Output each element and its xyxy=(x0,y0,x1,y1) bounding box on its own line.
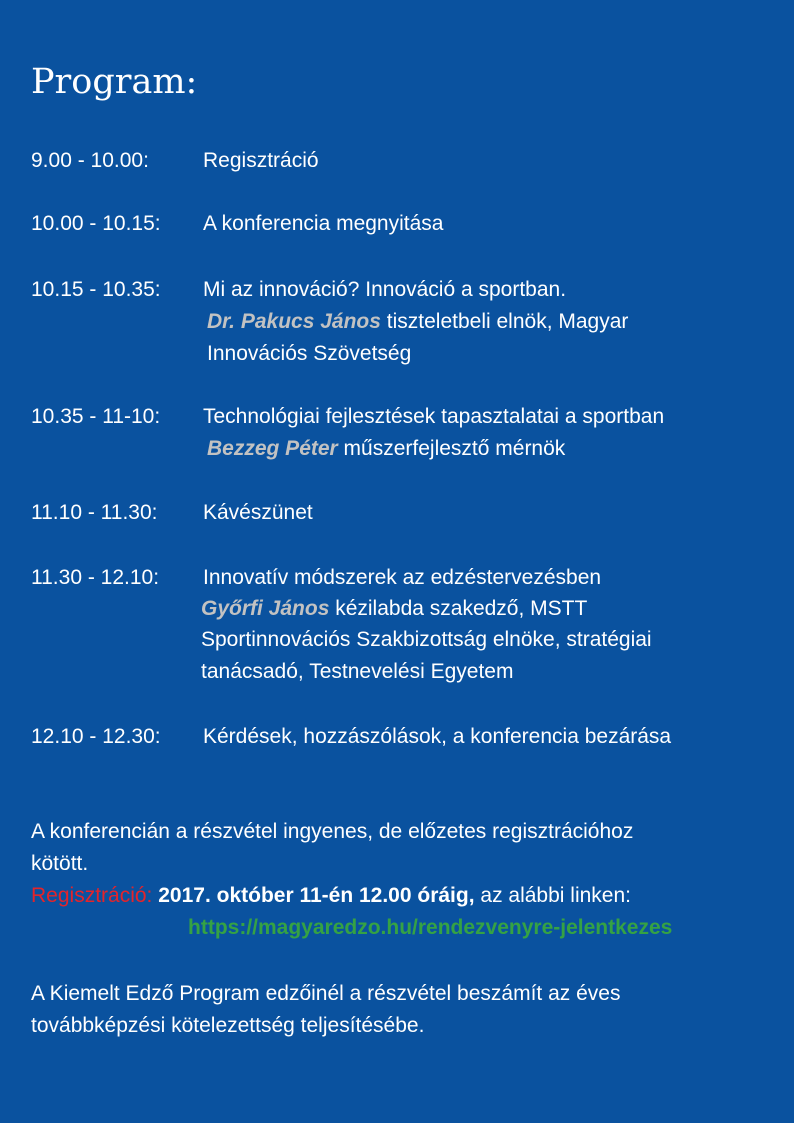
schedule-title: Kávészünet xyxy=(203,501,313,524)
speaker-name: Dr. Pakucs János xyxy=(207,310,381,333)
info-text: A konferencián a részvétel ingyenes, de előzetes regisztrációhoz xyxy=(31,820,634,843)
schedule-title: Innovatív módszerek az edzéstervezésben xyxy=(203,566,602,589)
registration-label: Regisztráció: xyxy=(31,884,153,907)
schedule-time: 10.35 - 11-10: xyxy=(31,405,161,428)
schedule-title: Regisztráció xyxy=(203,149,319,172)
schedule-time: 10.00 - 10.15: xyxy=(31,212,161,235)
registration-line xyxy=(31,880,631,911)
speaker-line xyxy=(207,307,628,337)
speaker-line xyxy=(201,594,587,624)
speaker-role: Innovációs Szövetség xyxy=(207,342,412,365)
schedule-time: 9.00 - 10.00: xyxy=(31,149,149,172)
schedule-title: Technológiai fejlesztések tapasztalatai a sportban xyxy=(203,405,665,428)
schedule-title: Kérdések, hozzászólások, a konferencia bezárása xyxy=(203,725,672,748)
speaker-role: Sportinnovációs Szakbizottság elnöke, stratégiai xyxy=(201,628,652,651)
speaker-role: műszerfejlesztő mérnök xyxy=(337,437,566,460)
speaker-role: tiszteletbeli elnök, Magyar xyxy=(380,310,629,333)
registration-link[interactable]: https://magyaredzo.hu/rendezvenyre-jelentkezes xyxy=(188,916,673,939)
registration-suffix: az alábbi linken: xyxy=(474,884,631,907)
speaker-name: Bezzeg Péter xyxy=(207,437,338,460)
note-text: A Kiemelt Edző Program edzőinél a részvétel beszámít az éves xyxy=(31,982,621,1005)
schedule-time: 10.15 - 10.35: xyxy=(31,278,161,301)
info-text: kötött. xyxy=(31,852,89,875)
speaker-role: kézilabda szakedző, MSTT xyxy=(329,597,588,620)
registration-deadline: 2017. október 11-én 12.00 óráig, xyxy=(152,884,475,907)
page-title: Program: xyxy=(31,62,198,102)
note-text: továbbképzési kötelezettség teljesítésébe. xyxy=(31,1014,425,1037)
schedule-title: A konferencia megnyitása xyxy=(203,212,444,235)
schedule-time: 12.10 - 12.30: xyxy=(31,725,161,748)
speaker-line xyxy=(207,434,565,464)
schedule-time: 11.10 - 11.30: xyxy=(31,501,158,524)
schedule-time: 11.30 - 12.10: xyxy=(31,566,160,589)
speaker-role: tanácsadó, Testnevelési Egyetem xyxy=(201,660,514,683)
speaker-name: Győrfi János xyxy=(201,597,330,620)
schedule-title: Mi az innováció? Innováció a sportban. xyxy=(203,278,567,301)
